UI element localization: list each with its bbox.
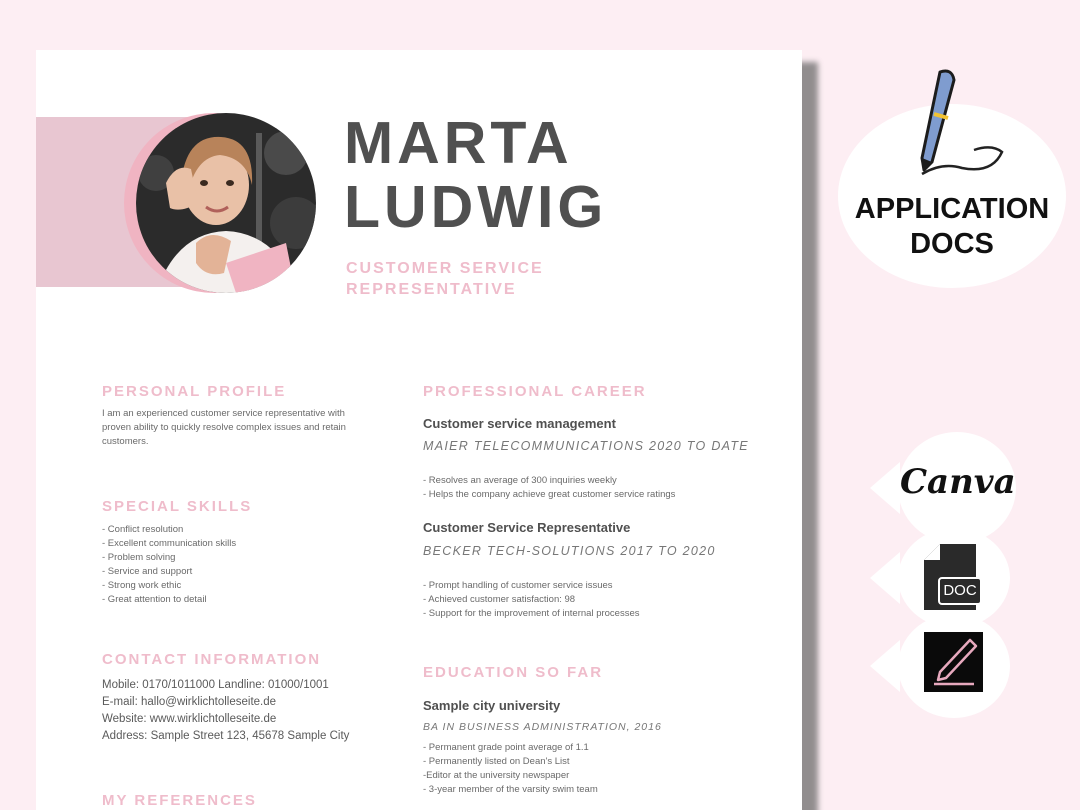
education-point: - Permanently listed on Dean's List <box>423 756 570 767</box>
skill-item: - Excellent communication skills <box>102 538 237 549</box>
skill-item: - Great attention to detail <box>102 594 207 605</box>
job-2-title: Customer Service Representative <box>423 520 631 535</box>
application-docs-line: DOCS <box>910 228 994 260</box>
job-title <box>346 258 544 300</box>
education-heading: EDUCATION SO FAR <box>423 664 604 681</box>
canva-logo: Canva <box>900 462 1016 502</box>
contact-website: Website: www.wirklichtolleseite.de <box>102 713 277 725</box>
skill-item: - Service and support <box>102 566 193 577</box>
education-degree: BA IN BUSINESS ADMINISTRATION, 2016 <box>423 721 662 733</box>
profile-line: customers. <box>102 436 149 447</box>
contact-details <box>102 677 349 745</box>
contact-phone: Mobile: 0170/1011000 Landline: 01000/1001 <box>102 679 329 691</box>
skills-heading: SPECIAL SKILLS <box>102 498 253 515</box>
job-2-company: BECKER TECH-SOLUTIONS 2017 TO 2020 <box>423 544 716 558</box>
job-point: - Achieved customer satisfaction: 98 <box>423 594 576 605</box>
pages-icon <box>924 632 983 692</box>
education-points <box>423 741 598 797</box>
contact-heading: CONTACT INFORMATION <box>102 651 322 668</box>
references-heading: MY REFERENCES <box>102 792 257 809</box>
skills-list <box>102 523 236 607</box>
education-point: -Editor at the university newspaper <box>423 770 570 781</box>
skill-item: - Conflict resolution <box>102 524 184 535</box>
job-title-line: REPRESENTATIVE <box>346 281 517 298</box>
doc-file-label: DOC <box>938 577 982 605</box>
name-first: MARTA <box>344 110 573 176</box>
job-1-points <box>423 474 675 502</box>
job-point: - Support for the improvement of internal processes <box>423 608 640 619</box>
application-docs-text <box>838 192 1066 262</box>
education-point: - Permanent grade point average of 1.1 <box>423 742 589 753</box>
profile-heading: PERSONAL PROFILE <box>102 383 287 400</box>
contact-email: E-mail: hallo@wirklichtolleseite.de <box>102 696 277 708</box>
education-school: Sample city university <box>423 698 561 713</box>
job-point: - Helps the company achieve great customer service ratings <box>423 489 676 500</box>
job-title-line: CUSTOMER SERVICE <box>346 260 544 277</box>
skill-item: - Problem solving <box>102 552 176 563</box>
application-docs-line: APPLICATION <box>854 193 1050 225</box>
profile-text <box>102 407 346 449</box>
job-1-company: MAIER TELECOMMUNICATIONS 2020 TO DATE <box>423 439 749 453</box>
job-2-points <box>423 579 640 621</box>
doc-bubble-tip <box>870 552 900 604</box>
resume-sheet <box>36 50 802 810</box>
pen-icon <box>902 66 1012 190</box>
canva-bubble-tip <box>870 462 900 514</box>
name-last: LUDWIG <box>344 174 608 240</box>
profile-line: proven ability to quickly resolve complex issues and retain <box>102 422 346 433</box>
profile-line: I am an experienced customer service representative with <box>102 408 345 419</box>
contact-address: Address: Sample Street 123, 45678 Sample City <box>102 730 350 742</box>
pages-bubble-tip <box>870 640 900 692</box>
job-point: - Prompt handling of customer service issues <box>423 580 613 591</box>
career-heading: PROFESSIONAL CAREER <box>423 383 647 400</box>
job-1-title: Customer service management <box>423 416 616 431</box>
skill-item: - Strong work ethic <box>102 580 182 591</box>
education-point: - 3-year member of the varsity swim team <box>423 784 598 795</box>
profile-photo <box>136 113 316 293</box>
job-point: - Resolves an average of 300 inquiries weekly <box>423 475 617 486</box>
